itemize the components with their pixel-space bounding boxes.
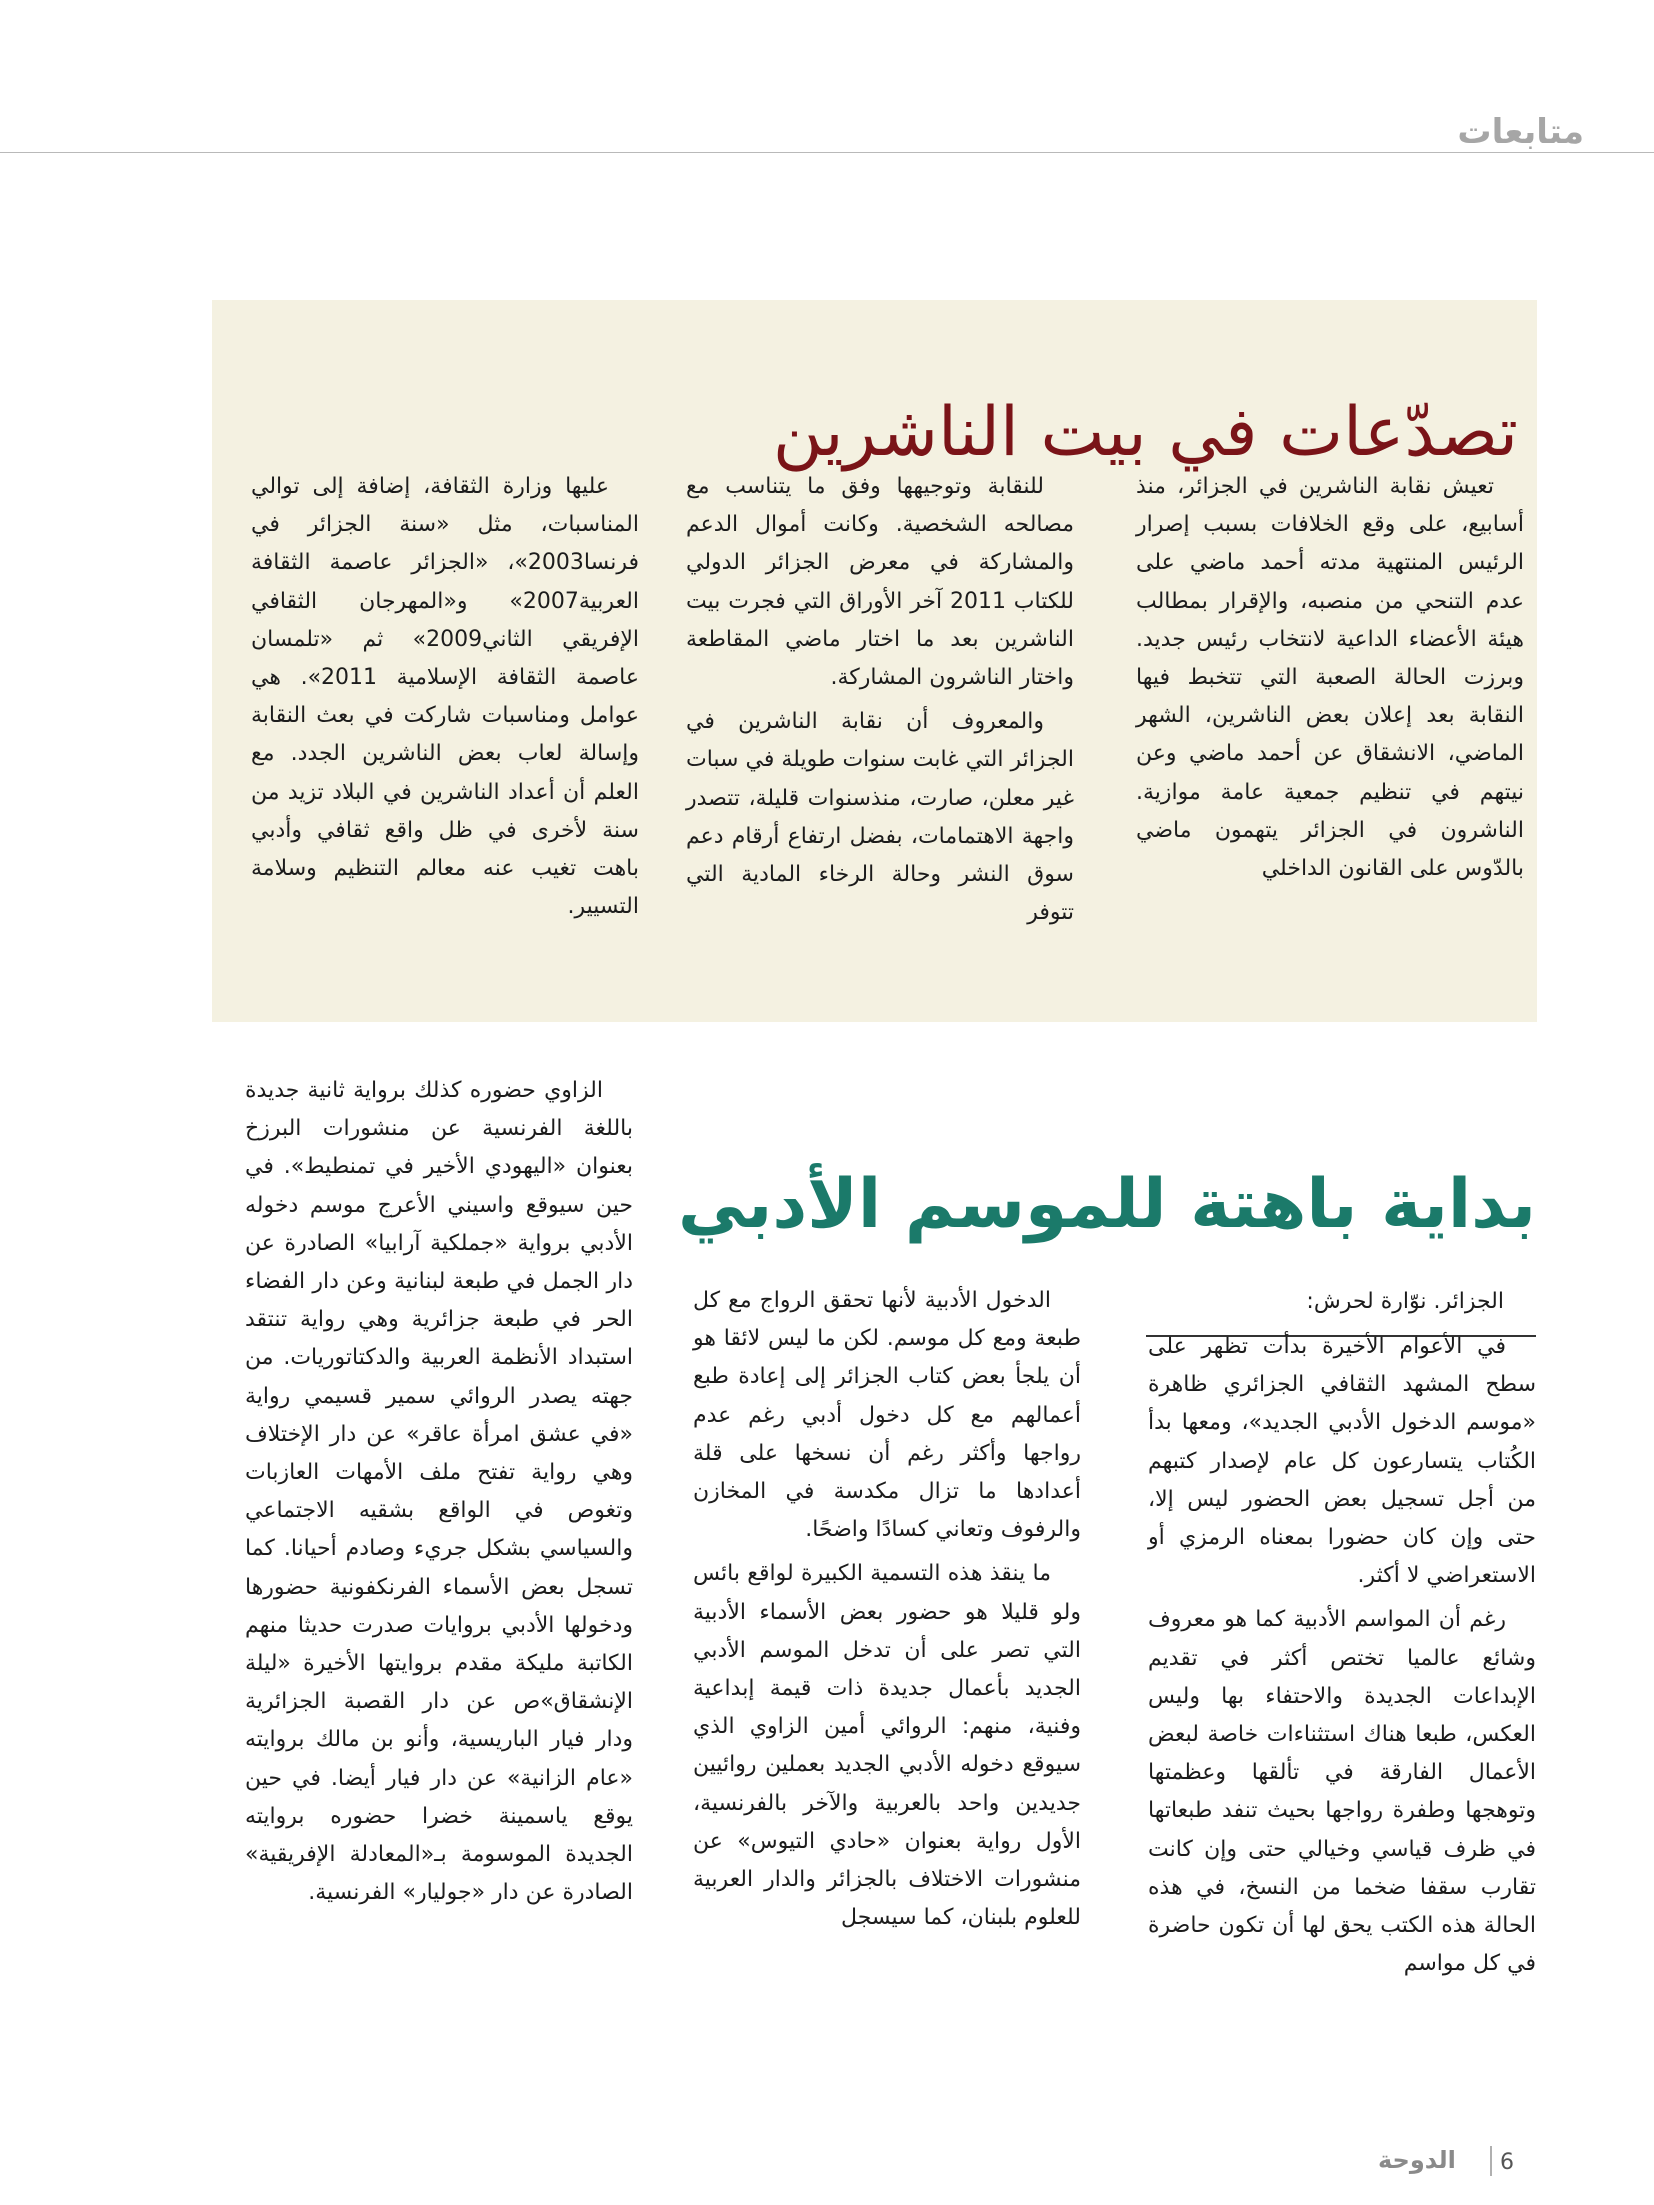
paragraph: عليها وزارة الثقافة، إضافة إلى توالي المناسبات، مثل «سنة الجزائر في فرنسا2003»، «الجزائر عاصمة الثقافة العربية2007» و«المهرجان الثقافي الإفريقي الثاني2009» ثم «تلمسان عاصمة الثقافة الإسلامية 2011». هي عوامل ومناسبات شاركت في بعث النقابة وإسالة لعاب بعض الناشرين الجدد. مع العلم أن أعداد الناشرين في البلاد تزيد من سنة لأخرى في ظل واقع ثقافي وأدبي باهت تغيب عنه معالم التنظيم وسلامة التسيير. bbox=[251, 474, 640, 920]
article-1-title: تصدّعات في بيت الناشرين bbox=[772, 392, 1518, 472]
article-1-column-1 bbox=[1136, 468, 1524, 988]
article-2-column-3 bbox=[245, 1072, 633, 2092]
byline: الجزائر. نوّارة لحرش: bbox=[1306, 1289, 1504, 1314]
footer-separator bbox=[1490, 2146, 1492, 2176]
article-1-column-2 bbox=[686, 468, 1074, 988]
article-2-title: بداية باهتة للموسم الأدبي bbox=[677, 1165, 1536, 1245]
paragraph: والمعروف أن نقابة الناشرين في الجزائر التي غابت سنوات طويلة في سبات غير معلن، صارت، منذسنوات قليلة، تتصدر واجهة الاهتمامات، بفضل ارتفاع أرقام دعم سوق النشر وحالة الرخاء المادية التي تتوفر bbox=[686, 709, 1074, 926]
paragraph: رغم أن المواسم الأدبية كما هو معروف وشائع عالميا تختص أكثر في تقديم الإبداعات الجديدة والاحتفاء بها وليس العكس، طبعا هناك استثناءات خاصة لبعض الأعمال الفارقة في تألقها وعظمتها وتوهجها وطفرة رواجها بحيث تنفد طبعاتها في ظرف قياسي وخيالي حتى وإن كانت تقارب سقفا ضخما من النسخ، في هذه الحالة هذه الكتب يحق لها أن تكون حاضرة في كل مواسم bbox=[1148, 1607, 1536, 1977]
paragraph: الدخول الأدبية لأنها تحقق الرواج مع كل طبعة ومع كل موسم. لكن ما ليس لائقا هو أن يلجأ بعض كتاب الجزائر إلى إعادة طبع أعمالهم مع كل دخول أدبي رغم عدم رواجها وأكثر رغم أن نسخها على قلة أعدادها ما تزال مكدسة في المخازن والرفوف وتعاني كسادًا واضحًا. bbox=[693, 1288, 1081, 1543]
article-2-column-1 bbox=[1148, 1328, 1536, 2108]
article-1-column-3 bbox=[251, 468, 639, 988]
footer-magazine-logo: الدوحة bbox=[1378, 2146, 1456, 2174]
paragraph: ما ينقذ هذه التسمية الكبيرة لواقع بائس ولو قليلا هو حضور بعض الأسماء الأدبية التي تصر على أن تدخل الموسم الأدبي الجديد بأعمال جديدة ذات قيمة إبداعية وفنية، منهم: الروائي أمين الزاوي الذي سيوقع دخوله الأدبي الجديد بعملين روائيين جديدين واحد بالعربية والآخر بالفرنسية، الأول رواية بعنوان «حادي التيوس» عن منشورات الاختلاف بالجزائر والدار العربية للعلوم بلبنان، كما سيسجل bbox=[693, 1561, 1081, 1931]
section-label: متابعات bbox=[1457, 112, 1584, 152]
paragraph: تعيش نقابة الناشرين في الجزائر، منذ أسابيع، على وقع الخلافات بسبب إصرار الرئيس المنتهية مدته أحمد ماضي على عدم التنحي من منصبه، والإقرار بمطالب هيئة الأعضاء الداعية لانتخاب رئيس جديد. وبرزت الحالة الصعبة التي تتخبط فيها النقابة بعد إعلان بعض الناشرين، الشهر الماضي، الانشقاق عن أحمد ماضي وعن نيتهم في تنظيم جمعية عامة موازية. الناشرون في الجزائر يتهمون ماضي بالدّوس على القانون الداخلي bbox=[1136, 474, 1524, 882]
article-2-column-2 bbox=[693, 1282, 1081, 2062]
paragraph: للنقابة وتوجيهها وفق ما يتناسب مع مصالحه الشخصية. وكانت أموال الدعم والمشاركة في معرض الجزائر الدولي للكتاب 2011 آخر الأوراق التي فجرت بيت الناشرين بعد ما اختار ماضي المقاطعة واختار الناشرون المشاركة. bbox=[686, 474, 1074, 691]
header-rule bbox=[0, 152, 1654, 153]
paragraph: في الأعوام الأخيرة بدأت تظهر على سطح المشهد الثقافي الجزائري ظاهرة «موسم الدخول الأدبي الجديد»، ومعها بدأ الكُتاب يتسارعون كل عام لإصدار كتبهم من أجل تسجيل بعض الحضور ليس إلا، حتى وإن كان حضورا بمعناه الرمزي أو الاستعراضي لا أكثر. bbox=[1148, 1334, 1536, 1589]
paragraph: الزاوي حضوره كذلك برواية ثانية جديدة باللغة الفرنسية عن منشورات البرزخ بعنوان «اليهودي الأخير في تمنطيط». في حين سيوقع واسيني الأعرج موسم دخوله الأدبي برواية «جملكية آرابيا» الصادرة عن دار الجمل في طبعة لبنانية وعن دار الفضاء الحر في طبعة جزائرية وهي رواية تنتقد استبداد الأنظمة العربية والدكتاتوريات. من جهته يصدر الروائي سمير قسيمي رواية «في عشق امرأة عاقر» عن دار الإختلاف وهي رواية تفتح ملف الأمهات العازبات وتغوص في الواقع بشقيه الاجتماعي والسياسي بشكل جريء وصادم أحيانا. كما تسجل بعض الأسماء الفرنكفونية حضورها ودخولها الأدبي بروايات صدرت حديثا منهم الكاتبة مليكة مقدم بروايتها الأخيرة «ليلة الإنشقاق»ص عن دار القصبة الجزائرية ودار فيار الباريسية، وأنو بن مالك بروايته «عام الزانية» عن دار فيار أيضا. في حين يوقع ياسمينة خضرا حضوره بروايته الجديدة الموسومة بـ«المعادلة الإفريقية» الصادرة عن دار «جوليار» الفرنسية. bbox=[245, 1078, 633, 1906]
page-number: 6 bbox=[1500, 2150, 1514, 2175]
